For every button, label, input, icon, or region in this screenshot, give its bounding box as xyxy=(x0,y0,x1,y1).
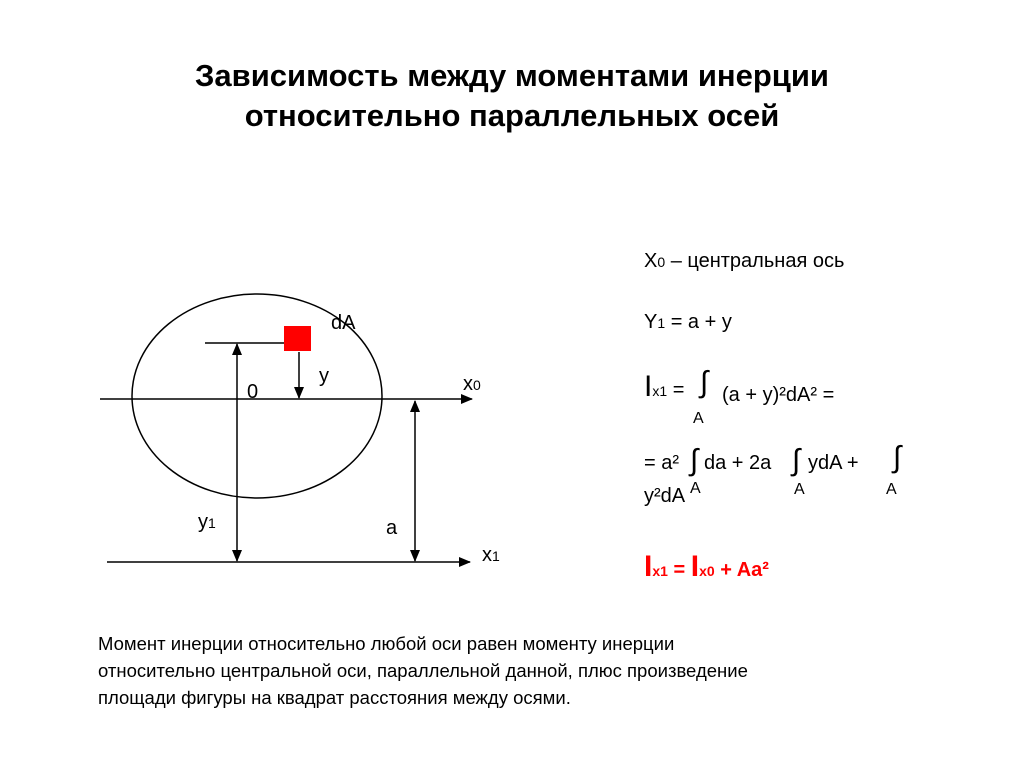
formula-y1 xyxy=(644,311,732,334)
x1-label-sub: 1 xyxy=(492,548,500,564)
x0-label-sub: 0 xyxy=(473,377,481,393)
title-line-1: Зависимость между моментами инерции xyxy=(195,58,829,93)
result-formula xyxy=(644,550,769,584)
integral-sub-3: A xyxy=(794,481,805,498)
formula-central-axis-main: X xyxy=(644,250,658,272)
result-I1: I xyxy=(644,550,653,583)
result-I2: I xyxy=(690,550,700,583)
integral-sign-1: ∫ xyxy=(700,366,709,399)
formula-expansion-p2: da + 2a xyxy=(704,452,772,474)
formula-expansion-p1: = a² xyxy=(644,452,680,474)
formula-expansion-line2: y²dA xyxy=(644,485,686,507)
result-rest: + Aa² xyxy=(714,559,769,581)
formula-y1-main: Y xyxy=(644,311,658,333)
formula-ix1-sub: x1 xyxy=(652,383,668,399)
formula-ix1-eq: = xyxy=(667,379,685,401)
y-label: y xyxy=(319,365,329,387)
y1-label-main: y xyxy=(198,511,208,533)
formula-central-axis-sub: 0 xyxy=(657,254,666,270)
x0-label xyxy=(463,373,481,396)
area-element-square xyxy=(284,326,311,351)
formula-ix1-integral xyxy=(644,370,684,404)
theorem-line-2: относительно центральной оси, параллельной данной, плюс произведение xyxy=(98,660,748,681)
integral-sub-2: A xyxy=(690,480,701,497)
integral-sub-1: A xyxy=(693,410,704,427)
origin-label: 0 xyxy=(247,381,259,403)
formula-central-axis xyxy=(644,250,844,273)
integral-sign-2: ∫ xyxy=(690,444,699,477)
formula-central-axis-rest: – центральная ось xyxy=(665,250,845,272)
formula-y1-rest: = a + y xyxy=(665,311,732,333)
dA-label: dA xyxy=(331,312,356,334)
result-sub2: x0 xyxy=(699,563,715,579)
a-label: a xyxy=(386,517,398,539)
x1-label xyxy=(482,544,500,567)
integral-sub-4: A xyxy=(886,481,897,498)
formula-y1-sub: 1 xyxy=(657,315,666,331)
y1-label xyxy=(198,511,216,534)
result-eq: = xyxy=(667,559,691,581)
formula-expansion-p3: ydA + xyxy=(808,452,859,474)
theorem-statement xyxy=(98,630,748,711)
result-sub1: x1 xyxy=(652,563,668,579)
theorem-line-1: Момент инерции относительно любой оси равен моменту инерции xyxy=(98,633,675,654)
integral-sign-3: ∫ xyxy=(792,444,801,477)
x0-label-main: x xyxy=(463,373,473,395)
theorem-line-3: площади фигуры на квадрат расстояния между осями. xyxy=(98,687,571,708)
y1-label-sub: 1 xyxy=(208,515,216,531)
formula-ix1-I: I xyxy=(644,370,653,403)
title-line-2: относительно параллельных осей xyxy=(244,98,780,133)
formula-ix1-integrand: (a + y)²dA² = xyxy=(722,384,835,406)
x1-label-main: x xyxy=(482,544,492,566)
integral-sign-4: ∫ xyxy=(893,441,902,474)
